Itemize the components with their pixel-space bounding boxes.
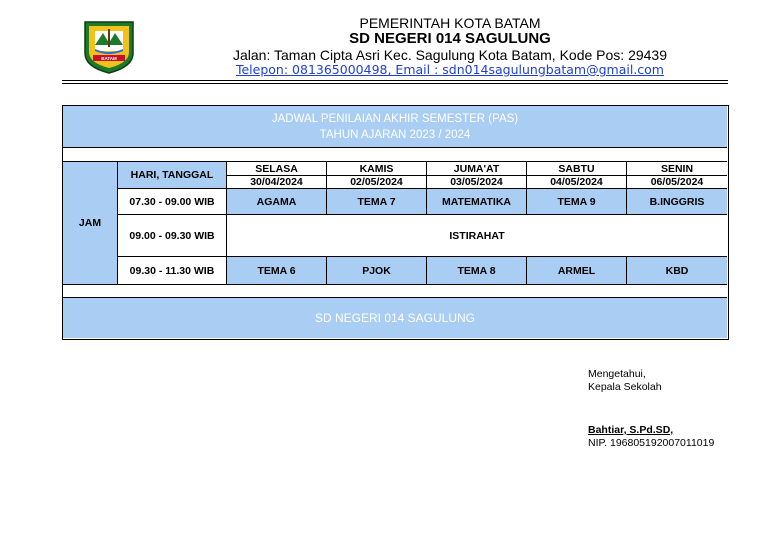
day-date: 06/05/2024 <box>627 176 727 189</box>
contact-link[interactable]: Telepon: 081365000498, Email : sdn014sagulungbatam@gmail.com <box>235 62 664 77</box>
acknowledgement-label: Mengetahui, <box>588 368 646 380</box>
break-cell: ISTIRAHAT <box>227 215 727 257</box>
day-header: HARI, TANGGAL <box>118 162 227 189</box>
signer-nip: NIP. 196805192007011019 <box>588 437 715 449</box>
subject-cell: ARMEL <box>527 257 627 284</box>
day-date: 30/04/2024 <box>227 176 327 189</box>
school-address: Jalan: Taman Cipta Asri Kec. Sagulung Kota Batam, Kode Pos: 29439 <box>232 47 667 63</box>
subject-cell: AGAMA <box>227 189 327 215</box>
letterhead-rule-double <box>62 83 728 84</box>
schedule-title-line1: JADWAL PENILAIAN AKHIR SEMESTER (PAS) <box>271 112 519 125</box>
city-emblem-logo <box>81 19 137 75</box>
government-name: PEMERINTAH KOTA BATAM <box>359 15 541 31</box>
subject-cell: TEMA 8 <box>427 257 527 284</box>
day-name: KAMIS <box>327 162 427 176</box>
schedule-table <box>62 105 729 340</box>
row-divider <box>63 284 727 285</box>
schedule-title-line2: TAHUN AJARAN 2023 / 2024 <box>319 128 471 141</box>
school-name: SD NEGERI 014 SAGULUNG <box>349 30 551 47</box>
subject-cell: B.INGGRIS <box>627 189 727 215</box>
schedule-footer: SD NEGERI 014 SAGULUNG <box>63 297 727 338</box>
subject-cell: TEMA 9 <box>527 189 627 215</box>
jam-label: JAM <box>63 162 118 284</box>
day-name: SABTU <box>527 162 627 176</box>
time-slot: 09.30 - 11.30 WIB <box>118 257 227 284</box>
time-slot: 07.30 - 09.00 WIB <box>118 189 227 215</box>
signer-title: Kepala Sekolah <box>588 381 662 393</box>
day-date: 02/05/2024 <box>327 176 427 189</box>
subject-cell: PJOK <box>327 257 427 284</box>
day-date: 03/05/2024 <box>427 176 527 189</box>
day-name: SELASA <box>227 162 327 176</box>
subject-cell: KBD <box>627 257 727 284</box>
subject-cell: TEMA 6 <box>227 257 327 284</box>
schedule-title <box>63 106 727 148</box>
subject-cell: TEMA 7 <box>327 189 427 215</box>
day-name: SENIN <box>627 162 727 176</box>
signer-name: Bahtiar, S.Pd.SD, <box>588 424 674 436</box>
logo-caption: BATAM <box>101 56 117 61</box>
time-slot: 09.00 - 09.30 WIB <box>118 215 227 257</box>
subject-cell: MATEMATIKA <box>427 189 527 215</box>
day-date: 04/05/2024 <box>527 176 627 189</box>
letterhead-rule <box>62 80 728 81</box>
day-name: JUMA'AT <box>427 162 527 176</box>
